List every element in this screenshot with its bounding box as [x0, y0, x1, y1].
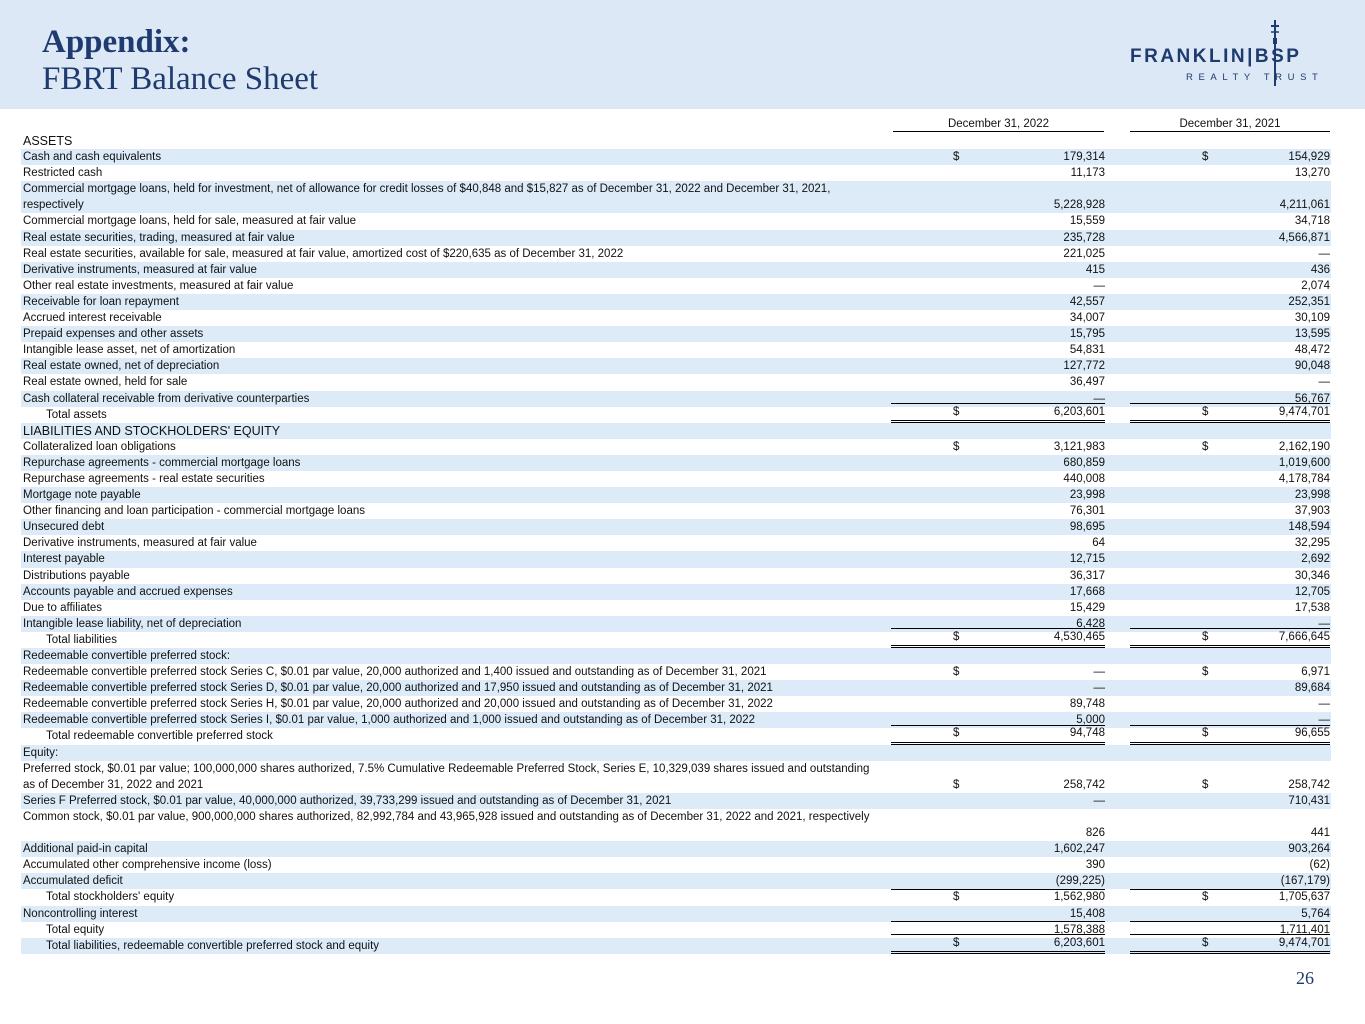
- amount-value: 89,684: [1294, 682, 1330, 695]
- amount-value: 440,008: [1063, 472, 1105, 485]
- amount-value: 9,474,701: [1278, 936, 1330, 949]
- amount-value: 6,428: [1076, 617, 1105, 630]
- table-row: [21, 503, 1331, 519]
- amount-value: 23,998: [1294, 489, 1330, 502]
- value-cell-2022: [891, 584, 1105, 600]
- amount-value: (167,179): [1280, 875, 1330, 888]
- value-cell-2021: [1130, 487, 1330, 503]
- table-row: [21, 455, 1331, 471]
- amount-value: 15,795: [1069, 328, 1105, 341]
- table-row: [21, 294, 1331, 310]
- row-label: Accumulated deficit: [23, 875, 123, 888]
- table-row: [21, 551, 1331, 567]
- value-cell-2021: [1130, 841, 1330, 857]
- amount-value: —: [1093, 682, 1105, 695]
- row-label: Real estate owned, net of depreciation: [23, 360, 220, 373]
- amount-value: (62): [1309, 859, 1330, 872]
- value-cell-2021: [1130, 628, 1330, 648]
- amount-value: 15,559: [1069, 215, 1105, 228]
- value-cell-2021: [1130, 535, 1330, 551]
- row-label: Other real estate investments, measured at fair value: [23, 279, 294, 292]
- table-row: [21, 165, 1331, 181]
- amount-value: 36,497: [1069, 376, 1105, 389]
- dollar-sign: $: [1202, 151, 1209, 164]
- amount-value: 5,764: [1301, 907, 1330, 920]
- table-row: [21, 761, 1331, 793]
- value-cell-2022: [891, 745, 1105, 761]
- value-cell-2022: [891, 664, 1105, 680]
- value-cell-2022: [891, 889, 1105, 906]
- value-cell-2022: [891, 230, 1105, 246]
- dollar-sign: $: [1202, 936, 1209, 949]
- row-label: Total liabilities: [46, 633, 117, 646]
- row-label: Redeemable convertible preferred stock Series D, $0.01 par value, 20,000 authorized and 17,950 issued and outstanding as of December 31, 2021: [23, 682, 773, 695]
- table-row: [21, 230, 1331, 246]
- amount-value: 90,048: [1294, 360, 1330, 373]
- table-row: [21, 149, 1331, 165]
- value-cell-2022: [891, 648, 1105, 664]
- amount-value: 48,472: [1294, 344, 1330, 357]
- value-cell-2021: [1130, 358, 1330, 374]
- table-row: [21, 841, 1331, 857]
- logo-sub-text: REALTY TRUST: [1186, 72, 1324, 83]
- value-cell-2022: [891, 358, 1105, 374]
- page-number: 26: [1296, 968, 1314, 988]
- row-label: Collateralized loan obligations: [23, 440, 176, 453]
- row-label: Total assets: [46, 408, 107, 421]
- amount-value: (299,225): [1055, 875, 1105, 888]
- row-label: Real estate securities, available for sale, measured at fair value, amortized cost of $220,635 as of December 31, 2022: [23, 247, 624, 260]
- value-cell-2021: [1130, 873, 1330, 889]
- value-cell-2022: [891, 552, 1105, 568]
- amount-value: 415: [1085, 263, 1105, 276]
- amount-value: 11,173: [1070, 167, 1105, 180]
- dollar-sign: $: [953, 151, 960, 164]
- row-label: Additional paid-in capital: [23, 843, 148, 856]
- value-cell-2022: [891, 793, 1105, 809]
- amount-value: 30,346: [1294, 569, 1330, 582]
- page-subtitle: FBRT Balance Sheet: [42, 61, 319, 97]
- amount-value: 154,929: [1288, 151, 1330, 164]
- table-row: [21, 728, 1331, 744]
- amount-value: 3,121,983: [1053, 440, 1105, 453]
- row-label: Accumulated other comprehensive income (loss): [23, 859, 272, 872]
- amount-value: 96,655: [1294, 727, 1330, 740]
- row-label: Derivative instruments, measured at fair value: [23, 263, 257, 276]
- value-cell-2022: [891, 680, 1105, 696]
- value-cell-2021: [1130, 149, 1330, 165]
- amount-value: 30,109: [1294, 312, 1330, 325]
- dollar-sign: $: [1202, 666, 1209, 679]
- row-label: Equity:: [23, 746, 59, 759]
- amount-value: 1,562,980: [1053, 891, 1105, 904]
- amount-value: 54,831: [1069, 344, 1105, 357]
- amount-value: —: [1093, 794, 1105, 807]
- row-label: Redeemable convertible preferred stock Series C, $0.01 par value, 20,000 authorized and 1,400 issued and outstanding as of December 31, 2021: [23, 666, 767, 679]
- value-cell-2022: [891, 487, 1105, 503]
- amount-value: 64: [1092, 537, 1105, 550]
- value-cell-2021: [1130, 889, 1330, 906]
- value-cell-2022: [891, 214, 1105, 230]
- dollar-sign: $: [1202, 891, 1209, 904]
- amount-value: 12,705: [1294, 585, 1330, 598]
- amount-value: 42,557: [1069, 295, 1105, 308]
- row-label: Commercial mortgage loans, held for investment, net of allowance for credit losses of $40,848 and $15,827 as of December 31, 2022 and December 31, 2021, respectively: [23, 183, 831, 212]
- value-cell-2022: [891, 471, 1105, 487]
- table-row: [21, 906, 1331, 922]
- row-label: Cash collateral receivable from derivative counterparties: [23, 392, 310, 405]
- table-row: [21, 246, 1331, 262]
- amount-value: 15,408: [1069, 907, 1105, 920]
- dollar-sign: $: [953, 405, 960, 418]
- amount-value: 1,019,600: [1278, 456, 1330, 469]
- table-row: [21, 471, 1331, 487]
- amount-value: —: [1093, 392, 1105, 405]
- amount-value: 12,715: [1069, 553, 1105, 566]
- amount-value: 7,666,645: [1278, 630, 1330, 643]
- amount-value: 34,007: [1069, 312, 1105, 325]
- table-row: [21, 439, 1331, 455]
- amount-value: 436: [1310, 263, 1330, 276]
- table-row: [21, 342, 1331, 358]
- table-row: [21, 584, 1331, 600]
- row-label: Series F Preferred stock, $0.01 par value, 40,000,000 authorized, 39,733,299 issued and outstanding as of December 31, 2021: [23, 794, 672, 807]
- value-cell-2021: [1130, 568, 1330, 584]
- row-label: Intangible lease liability, net of depreciation: [23, 617, 242, 630]
- value-cell-2021: [1130, 777, 1330, 793]
- table-row: [21, 664, 1331, 680]
- amount-value: 4,178,784: [1278, 472, 1330, 485]
- row-label: Preferred stock, $0.01 par value; 100,000,000 shares authorized, 7.5% Cumulative Redeemable Preferred Stock, Series E, 10,329,039 shares issued and outstanding as of December 31, 2022 and 2021: [23, 762, 870, 791]
- value-cell-2021: [1130, 696, 1330, 712]
- table-row: [21, 793, 1331, 809]
- dollar-sign: $: [953, 727, 960, 740]
- row-label: Receivable for loan repayment: [23, 295, 179, 308]
- table-row: [21, 568, 1331, 584]
- row-label: Accounts payable and accrued expenses: [23, 585, 233, 598]
- table-row: [21, 519, 1331, 535]
- value-cell-2021: [1130, 455, 1330, 471]
- row-label: Redeemable convertible preferred stock Series I, $0.01 par value, 1,000 authorized and 1,000 issued and outstanding as of December 31, 2022: [23, 714, 755, 727]
- value-cell-2022: [891, 600, 1105, 616]
- value-cell-2022: [891, 568, 1105, 584]
- value-cell-2021: [1130, 197, 1330, 213]
- value-cell-2022: [891, 503, 1105, 519]
- amount-value: 1,602,247: [1053, 843, 1105, 856]
- table-row: [21, 873, 1331, 889]
- value-cell-2022: [891, 873, 1105, 889]
- value-cell-2022: [891, 165, 1105, 181]
- amount-value: 826: [1085, 827, 1105, 840]
- row-label: Accrued interest receivable: [23, 312, 162, 325]
- amount-value: —: [1093, 666, 1105, 679]
- row-label: Distributions payable: [23, 569, 130, 582]
- header-band: [0, 0, 1365, 109]
- amount-value: 23,998: [1069, 489, 1105, 502]
- amount-value: 32,295: [1294, 537, 1330, 550]
- value-cell-2022: [891, 857, 1105, 873]
- value-cell-2021: [1130, 725, 1330, 745]
- amount-value: 9,474,701: [1278, 405, 1330, 418]
- value-cell-2021: [1130, 503, 1330, 519]
- value-cell-2021: [1130, 310, 1330, 326]
- table-row: [21, 535, 1331, 551]
- dollar-sign: $: [953, 666, 960, 679]
- value-cell-2022: [891, 278, 1105, 294]
- table-row: [21, 696, 1331, 712]
- amount-value: —: [1318, 247, 1330, 260]
- value-cell-2021: [1130, 230, 1330, 246]
- amount-value: —: [1093, 279, 1105, 292]
- amount-value: 17,668: [1069, 585, 1105, 598]
- row-label: Total stockholders' equity: [46, 891, 175, 904]
- value-cell-2022: [891, 934, 1105, 954]
- value-cell-2022: [891, 197, 1105, 213]
- amount-value: 1,711,401: [1279, 923, 1330, 936]
- column-header-2022: December 31, 2022: [893, 118, 1104, 132]
- table-row: [21, 889, 1331, 905]
- amount-value: 2,692: [1301, 553, 1330, 566]
- amount-value: —: [1318, 376, 1330, 389]
- amount-value: 2,074: [1301, 279, 1330, 292]
- row-label: Common stock, $0.01 par value, 900,000,000 shares authorized, 82,992,784 and 43,965,928 issued and outstanding as of December 31, 2022 and 2021, respectively: [23, 810, 870, 823]
- row-label: Intangible lease asset, net of amortization: [23, 344, 236, 357]
- value-cell-2022: [891, 825, 1105, 841]
- table-row: [21, 181, 1331, 213]
- amount-value: 235,728: [1063, 231, 1105, 244]
- table-row: [21, 487, 1331, 503]
- amount-value: 4,530,465: [1053, 630, 1105, 643]
- value-cell-2021: [1130, 857, 1330, 873]
- value-cell-2021: [1130, 375, 1330, 391]
- amount-value: 148,594: [1288, 521, 1330, 534]
- dollar-sign: $: [953, 778, 960, 791]
- value-cell-2022: [891, 310, 1105, 326]
- amount-value: 680,859: [1063, 456, 1105, 469]
- table-row: [21, 374, 1331, 390]
- table-row: [21, 857, 1331, 873]
- value-cell-2021: [1130, 262, 1330, 278]
- amount-value: 76,301: [1069, 505, 1105, 518]
- amount-value: 1,705,637: [1278, 891, 1330, 904]
- dollar-sign: $: [1202, 440, 1209, 453]
- amount-value: 441: [1310, 827, 1330, 840]
- column-header-2021: December 31, 2021: [1130, 118, 1330, 132]
- value-cell-2021: [1130, 519, 1330, 535]
- amount-value: 89,748: [1069, 698, 1105, 711]
- amount-value: 710,431: [1288, 794, 1330, 807]
- value-cell-2021: [1130, 648, 1330, 664]
- amount-value: 4,211,061: [1279, 199, 1330, 212]
- row-label: Redeemable convertible preferred stock:: [23, 650, 231, 662]
- value-cell-2021: [1130, 906, 1330, 922]
- amount-value: —: [1318, 714, 1330, 727]
- amount-value: 98,695: [1069, 521, 1105, 534]
- row-label: Mortgage note payable: [23, 489, 141, 502]
- amount-value: 36,317: [1069, 569, 1105, 582]
- amount-value: 179,314: [1063, 151, 1105, 164]
- value-cell-2021: [1130, 584, 1330, 600]
- value-cell-2021: [1130, 278, 1330, 294]
- row-label: Total liabilities, redeemable convertible preferred stock and equity: [46, 939, 380, 952]
- amount-value: 258,742: [1063, 778, 1105, 791]
- row-label: Cash and cash equivalents: [23, 151, 162, 164]
- amount-value: 5,000: [1076, 714, 1105, 727]
- section-heading: ASSETS: [23, 134, 73, 148]
- amount-value: 6,203,601: [1053, 936, 1105, 949]
- page-title: Appendix:: [42, 24, 191, 60]
- amount-value: 13,270: [1294, 167, 1330, 180]
- table-row: [21, 133, 1331, 149]
- amount-value: 903,264: [1288, 843, 1330, 856]
- amount-value: 390: [1085, 859, 1105, 872]
- value-cell-2021: [1130, 934, 1330, 954]
- row-label: Noncontrolling interest: [23, 907, 138, 920]
- amount-value: —: [1318, 617, 1330, 630]
- row-label: Interest payable: [23, 553, 105, 566]
- value-cell-2022: [891, 455, 1105, 471]
- franklin-bsp-logo: [1128, 18, 1348, 88]
- value-cell-2021: [1130, 294, 1330, 310]
- dollar-sign: $: [953, 891, 960, 904]
- dollar-sign: $: [1202, 630, 1209, 643]
- amount-value: 258,742: [1288, 778, 1330, 791]
- value-cell-2022: [891, 628, 1105, 648]
- value-cell-2021: [1130, 600, 1330, 616]
- table-row: [21, 680, 1331, 696]
- value-cell-2022: [891, 841, 1105, 857]
- table-row: [21, 600, 1331, 616]
- row-label: Prepaid expenses and other assets: [23, 328, 204, 341]
- table-row: [21, 358, 1331, 374]
- amount-value: 4,566,871: [1278, 231, 1330, 244]
- amount-value: —: [1318, 698, 1330, 711]
- value-cell-2021: [1130, 745, 1330, 761]
- value-cell-2022: [891, 696, 1105, 712]
- value-cell-2021: [1130, 403, 1330, 423]
- amount-value: 17,538: [1294, 601, 1330, 614]
- table-row: [21, 262, 1331, 278]
- table-row: [21, 278, 1331, 294]
- dollar-sign: $: [1202, 778, 1209, 791]
- amount-value: 2,162,190: [1278, 440, 1330, 453]
- table-row: [21, 745, 1331, 761]
- value-cell-2021: [1130, 664, 1330, 680]
- row-label: Commercial mortgage loans, held for sale, measured at fair value: [23, 215, 357, 228]
- row-label: Redeemable convertible preferred stock Series H, $0.01 par value, 20,000 authorized and 20,000 issued and outstanding as of December 31, 2022: [23, 698, 773, 711]
- value-cell-2021: [1130, 214, 1330, 230]
- amount-value: 127,772: [1063, 360, 1105, 373]
- value-cell-2022: [891, 519, 1105, 535]
- row-label: Repurchase agreements - commercial mortgage loans: [23, 456, 301, 469]
- table-row: [21, 407, 1331, 423]
- dollar-sign: $: [953, 936, 960, 949]
- value-cell-2021: [1130, 342, 1330, 358]
- table-row: [21, 423, 1331, 439]
- amount-value: 1,578,388: [1053, 923, 1105, 936]
- value-cell-2021: [1130, 793, 1330, 809]
- amount-value: 221,025: [1063, 247, 1105, 260]
- row-label: Real estate securities, trading, measured at fair value: [23, 231, 295, 244]
- row-label: Due to affiliates: [23, 601, 103, 614]
- row-label: Real estate owned, held for sale: [23, 376, 188, 389]
- amount-value: 6,203,601: [1053, 405, 1105, 418]
- logo-main-text: FRANKLIN|BSP: [1130, 46, 1302, 67]
- value-cell-2022: [891, 246, 1105, 262]
- table-row: [21, 648, 1331, 664]
- value-cell-2022: [891, 149, 1105, 165]
- table-row: [21, 213, 1331, 229]
- value-cell-2022: [891, 439, 1105, 455]
- value-cell-2021: [1130, 471, 1330, 487]
- value-cell-2022: [891, 326, 1105, 342]
- value-cell-2021: [1130, 165, 1330, 181]
- balance-sheet-table: [21, 133, 1331, 954]
- value-cell-2021: [1130, 326, 1330, 342]
- amount-value: 37,903: [1294, 505, 1330, 518]
- row-label: Restricted cash: [23, 167, 103, 180]
- amount-value: 5,228,928: [1053, 199, 1105, 212]
- table-row: [21, 310, 1331, 326]
- value-cell-2021: [1130, 680, 1330, 696]
- value-cell-2021: [1130, 825, 1330, 841]
- amount-value: 252,351: [1288, 295, 1330, 308]
- dollar-sign: $: [953, 630, 960, 643]
- row-label: Repurchase agreements - real estate securities: [23, 472, 265, 485]
- amount-value: 94,748: [1069, 727, 1105, 740]
- value-cell-2022: [891, 342, 1105, 358]
- amount-value: 15,429: [1069, 601, 1105, 614]
- amount-value: 56,767: [1294, 392, 1330, 405]
- value-cell-2022: [891, 725, 1105, 745]
- amount-value: 13,595: [1294, 328, 1330, 341]
- amount-value: 6,971: [1301, 666, 1330, 679]
- row-label: Unsecured debt: [23, 521, 105, 534]
- value-cell-2022: [891, 906, 1105, 922]
- row-label: Total redeemable convertible preferred stock: [46, 730, 273, 743]
- row-label: Derivative instruments, measured at fair value: [23, 537, 257, 550]
- table-row: [21, 326, 1331, 342]
- row-label: Other financing and loan participation - commercial mortgage loans: [23, 505, 365, 518]
- value-cell-2021: [1130, 246, 1330, 262]
- section-heading: LIABILITIES AND STOCKHOLDERS' EQUITY: [23, 423, 281, 438]
- value-cell-2022: [891, 535, 1105, 551]
- amount-value: 34,718: [1294, 215, 1330, 228]
- dollar-sign: $: [1202, 405, 1209, 418]
- value-cell-2022: [891, 403, 1105, 423]
- dollar-sign: $: [953, 440, 960, 453]
- row-label: Total equity: [46, 923, 105, 936]
- value-cell-2021: [1130, 552, 1330, 568]
- table-row: [21, 809, 1331, 841]
- value-cell-2022: [891, 294, 1105, 310]
- table-row: [21, 632, 1331, 648]
- table-row: [21, 938, 1331, 954]
- value-cell-2022: [891, 262, 1105, 278]
- value-cell-2022: [891, 777, 1105, 793]
- dollar-sign: $: [1202, 727, 1209, 740]
- value-cell-2022: [891, 375, 1105, 391]
- value-cell-2021: [1130, 439, 1330, 455]
